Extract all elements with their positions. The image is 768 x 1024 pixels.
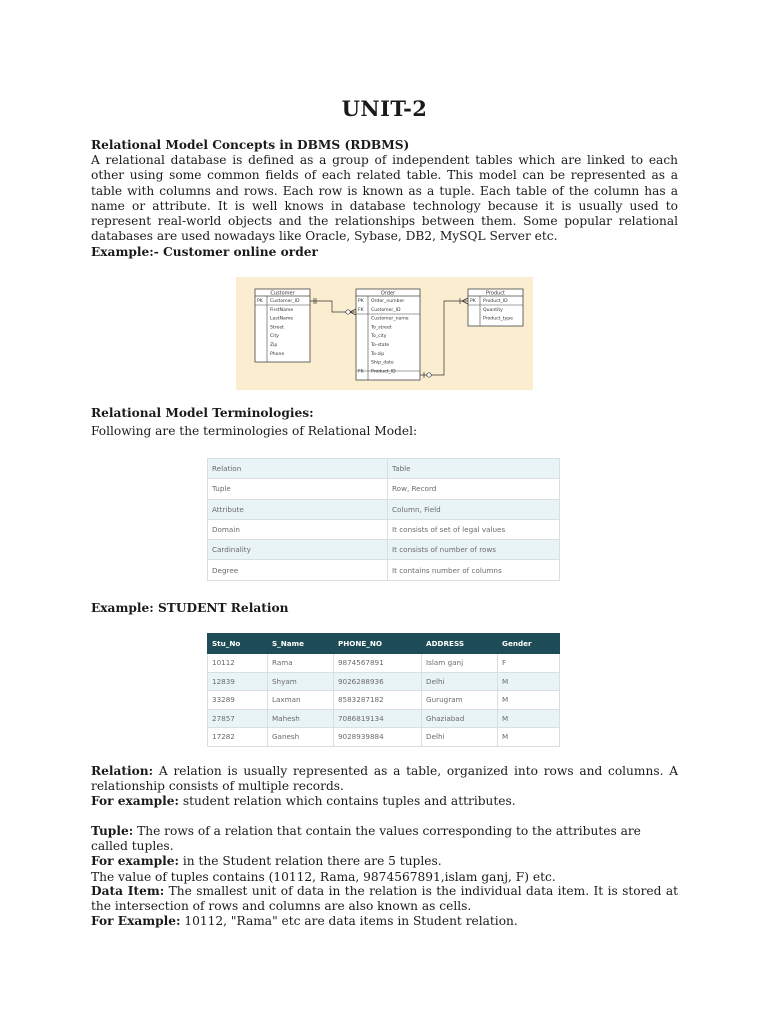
terminology-row	[208, 479, 560, 499]
entity-field-key: PK	[358, 299, 364, 304]
student-column-header: Gender	[498, 634, 560, 654]
dataitem-paragraph	[91, 884, 678, 930]
entity-field-key: PK	[257, 299, 263, 304]
terminology-meaning: Table	[388, 459, 560, 479]
student-column-header: S_Name	[267, 634, 333, 654]
student-cell: 10112	[208, 654, 268, 673]
student-cell: 9028939884	[333, 728, 421, 747]
entity-customer	[255, 289, 310, 362]
student-cell: Delhi	[422, 728, 498, 747]
student-cell: Islam ganj	[422, 654, 498, 673]
page-title: UNIT-2	[341, 96, 428, 121]
terminology-meaning: Column, Field	[388, 499, 560, 519]
entity-field-name: Customer_ID	[371, 307, 401, 313]
terminology-term: Tuple	[208, 479, 388, 499]
entity-field-key: PK	[470, 299, 476, 304]
dataitem-text: The smallest unit of data in the relation is the individual data item. It is stored at the intersection of rows and columns are also known as cells.	[91, 884, 678, 914]
er-diagram-svg	[236, 277, 533, 390]
tuple-extra-text: The value of tuples contains (10112, Rama, 9874567891,islam ganj, F) etc.	[91, 869, 556, 884]
entity-field-name: Customer_ID	[270, 299, 300, 304]
student-row	[208, 709, 560, 728]
example-heading-student: Example: STUDENT Relation	[91, 601, 289, 615]
student-cell: M	[498, 709, 560, 728]
student-cell: Ganesh	[267, 728, 333, 747]
entity-field-name: City	[270, 334, 280, 340]
entity-field-name: To_city	[371, 334, 387, 340]
terminology-row	[208, 519, 560, 539]
entity-order	[356, 289, 420, 380]
entity-field-name: To-zip	[371, 351, 385, 357]
section-body: A relational database is defined as a group of independent tables which are linked to each other using some common fields of each related table. This model can be represented as a table with columns and rows. Each row is known as a tuple. Each table of the column has a name or attribute. It is well knows in database technology because it is usually used to represent real-world objects and the relationships between them. Some popular relational databases are used nowadays like Oracle, Sybase, DB2, MySQL Server etc.	[91, 153, 678, 244]
terminology-row	[208, 499, 560, 519]
student-cell: 8583287182	[333, 691, 421, 710]
student-row	[208, 728, 560, 747]
entity-product-title: Product	[486, 290, 505, 297]
student-column-header: ADDRESS	[422, 634, 498, 654]
er-diagram	[236, 277, 533, 390]
entity-field-name: Product_type	[483, 316, 514, 322]
student-column-header: Stu_No	[208, 634, 268, 654]
entity-field-name: Order_number	[371, 299, 405, 304]
student-cell: M	[498, 672, 560, 691]
student-cell: 7086819134	[333, 709, 421, 728]
relation-example-text: student relation which contains tuples and attributes.	[179, 794, 516, 809]
student-cell: Mahesh	[267, 709, 333, 728]
terminology-row	[208, 459, 560, 479]
student-cell: M	[498, 691, 560, 710]
relation-label: Relation:	[91, 764, 154, 778]
student-cell: F	[498, 654, 560, 673]
section-rdbms	[91, 138, 678, 244]
tuple-example-text: in the Student relation there are 5 tuples.	[179, 854, 442, 869]
section-heading: Relational Model Concepts in DBMS (RDBMS)	[91, 138, 410, 152]
relationship-order-product	[420, 298, 468, 378]
terminology-term: Relation	[208, 459, 388, 479]
terminology-table	[207, 458, 560, 581]
terminology-intro: Following are the terminologies of Relational Model:	[91, 424, 418, 438]
terminology-row	[208, 560, 560, 580]
entity-field-name: FirstName	[270, 307, 294, 313]
terminology-row	[208, 540, 560, 560]
entity-field-name: To-state	[371, 343, 390, 348]
tuple-paragraph	[91, 824, 678, 885]
student-cell: Shyam	[267, 672, 333, 691]
student-cell: Gurugram	[422, 691, 498, 710]
student-cell: 33289	[208, 691, 268, 710]
dataitem-example-text: 10112, "Rama" etc are data items in Student relation.	[180, 914, 518, 929]
relationship-customer-order	[310, 298, 356, 315]
student-cell: 9874567891	[333, 654, 421, 673]
entity-field-name: Phone	[270, 351, 285, 357]
student-cell: Laxman	[267, 691, 333, 710]
student-column-header: PHONE_NO	[333, 634, 421, 654]
terminology-meaning: It consists of set of legal values	[388, 519, 560, 539]
entity-order-title: Order	[380, 290, 396, 297]
terminology-term: Attribute	[208, 499, 388, 519]
terminology-meaning: Row, Record	[388, 479, 560, 499]
entity-field-name: Product_ID	[371, 369, 396, 375]
dataitem-example-label: For Example:	[91, 914, 181, 929]
terminology-meaning: It consists of number of rows	[388, 540, 560, 560]
entity-field-name: Street	[270, 325, 284, 331]
relation-text: A relation is usually represented as a table, organized into rows and columns. A relationship consists of multiple records.	[91, 764, 678, 794]
entity-field-name: LastName	[270, 316, 294, 322]
terminology-heading: Relational Model Terminologies:	[91, 406, 314, 420]
student-cell: 9026288936	[333, 672, 421, 691]
terminology-term: Cardinality	[208, 540, 388, 560]
entity-field-name: Zip	[270, 343, 278, 348]
student-row	[208, 691, 560, 710]
relation-paragraph	[91, 764, 678, 810]
entity-customer-title: Customer	[270, 290, 295, 297]
student-cell: 17282	[208, 728, 268, 747]
tuple-label: Tuple:	[91, 824, 134, 838]
terminology-term: Degree	[208, 560, 388, 580]
entity-field-name: Ship_date	[371, 360, 394, 366]
student-table	[207, 633, 560, 747]
terminology-term: Domain	[208, 519, 388, 539]
entity-field-name: To_street	[371, 325, 392, 331]
student-cell: 12839	[208, 672, 268, 691]
dataitem-label: Data Item:	[91, 884, 165, 898]
student-cell: M	[498, 728, 560, 747]
student-cell: Delhi	[422, 672, 498, 691]
entity-field-name: Product_ID	[483, 299, 508, 304]
student-cell: 27857	[208, 709, 268, 728]
student-cell: Ghaziabad	[422, 709, 498, 728]
student-row	[208, 654, 560, 673]
relation-example-label: For example:	[91, 794, 179, 809]
terminology-meaning: It contains number of columns	[388, 560, 560, 580]
entity-field-name: Quantity	[483, 307, 503, 313]
entity-field-key: FK	[358, 307, 364, 313]
example-heading-order: Example:- Customer online order	[91, 245, 318, 259]
student-cell: Rama	[267, 654, 333, 673]
entity-field-name: Customer_name	[371, 316, 409, 322]
entity-field-key: FK	[358, 369, 364, 375]
student-row	[208, 672, 560, 691]
tuple-example-label: For example:	[91, 854, 179, 869]
tuple-text: The rows of a relation that contain the values corresponding to the attributes are called tuples.	[91, 824, 641, 854]
entity-product	[468, 289, 523, 326]
